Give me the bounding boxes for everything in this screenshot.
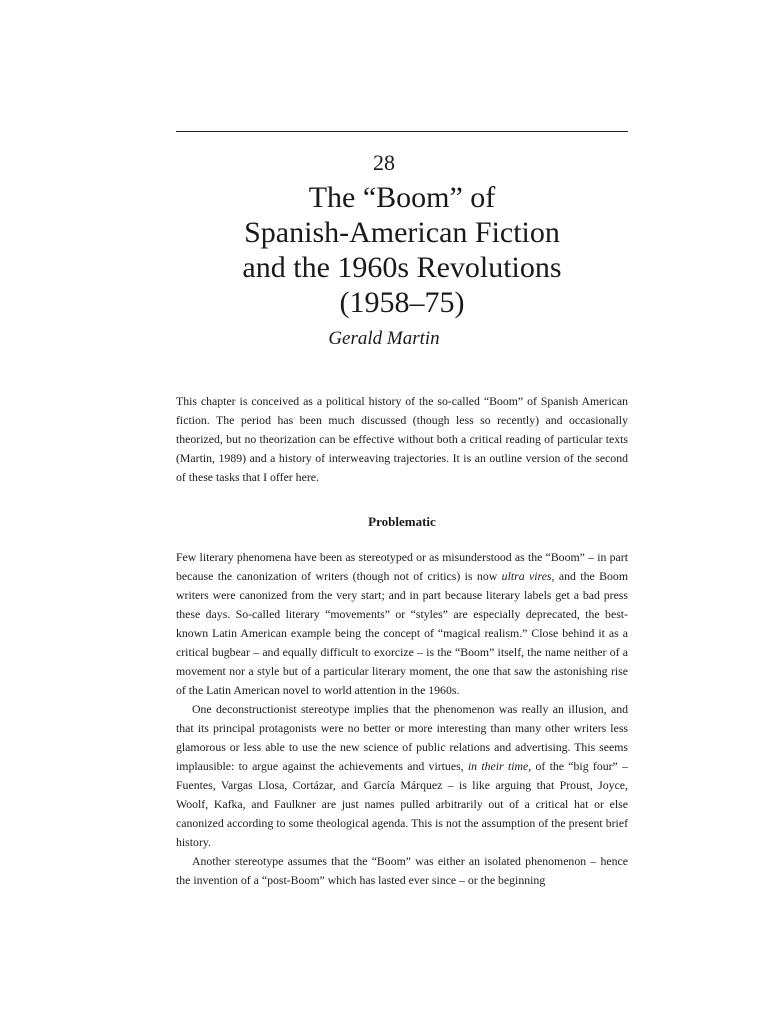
chapter-title-line: Spanish-American Fiction [244,216,560,249]
paragraph-text: , of the “big four” – Fuentes, Vargas Llosa, Cortázar, and García Márquez – is like arguing that Proust, Joyce, Woolf, Kafka, and Faulkner are just names pulled arbitrarily out of a critical hat or else canonized according to some theological agenda. This is not the assumption of the present brief history. [176,759,628,849]
paragraph-text: One deconstructionist stereotype implies that the phenomenon was really an illusion, and that its principal protagonists were no better or more interesting than many other writers less glamorous or less able to use the new science of public relations and advertising. This seems implausible: to argue against the achievements and virtues, [176,702,628,773]
chapter-title [0,180,768,320]
italic-phrase: ultra vires [501,569,552,583]
chapter-title-line: The “Boom” of [308,181,496,214]
section-heading: Problematic [368,514,436,529]
top-rule [176,131,628,132]
body-paragraph [176,700,628,852]
body-text [176,548,628,890]
chapter-number: 28 [373,150,395,175]
chapter-title-line: (1958–75) [339,286,465,319]
author-name: Gerald Martin [328,328,440,349]
paragraph-text: Few literary phenomena have been as stereotyped or as misunderstood as the “Boom” – in part because the canonization of writers (though not of critics) is now [176,550,628,583]
body-paragraph [176,852,628,890]
chapter-abstract [176,392,628,487]
abstract-paragraph: This chapter is conceived as a political history of the so-called “Boom” of Spanish American fiction. The period has been much discussed (though less so recently) and occasionally theorized, but no theorization can be effective without both a critical reading of particular texts (Martin, 1989) and a history of interweaving trajectories. It is an outline version of the second of these tasks that I offer here. [176,394,628,484]
paragraph-text: , and the Boom writers were canonized from the very start; and in part because literary labels get a bad press these days. So-called literary “movements” or “styles” are especially deprecated, the best-known Latin American example being the concept of “magical realism.” Close behind it as a critical bugbear – and equally difficult to exorcize – is the “Boom” itself, the name neither of a movement nor a style but of a particular literary moment, the one that saw the astonishing rise of the Latin American novel to world attention in the 1960s. [176,569,629,697]
body-paragraph [176,548,628,700]
chapter-title-line: and the 1960s Revolutions [242,251,562,284]
paragraph-text: Another stereotype assumes that the “Boom” was either an isolated phenomenon – hence the invention of a “post-Boom” which has lasted ever since – or the beginning [176,854,628,887]
italic-phrase: in their time [467,759,529,773]
